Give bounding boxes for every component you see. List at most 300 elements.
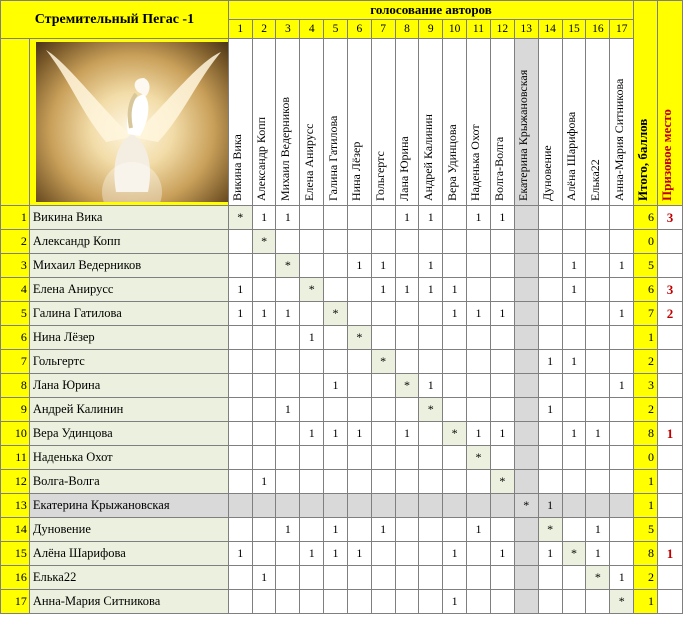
vote-cell [586,446,610,470]
vote-cell: 1 [562,254,586,278]
row-number: 7 [1,350,30,374]
vote-cell: 1 [252,302,276,326]
vote-cell [252,254,276,278]
col-number-3: 3 [276,20,300,39]
vote-cell [610,494,634,518]
vote-cell [467,254,491,278]
vote-cell [538,446,562,470]
row-total: 2 [634,350,658,374]
vote-cell: 1 [395,422,419,446]
vote-cell [419,566,443,590]
row-name: Лана Юрина [29,374,228,398]
vote-cell [443,374,467,398]
vote-cell [228,230,252,254]
vote-cell [443,470,467,494]
col-author-11: Наденька Охот [467,39,491,206]
vote-cell [324,590,348,614]
col-author-15: Алёна Шарифова [562,39,586,206]
vote-cell: 1 [395,278,419,302]
vote-cell [371,542,395,566]
vote-cell [419,350,443,374]
table-row [1,422,683,446]
vote-cell [252,542,276,566]
vote-cell [347,278,371,302]
vote-cell [347,446,371,470]
vote-cell [300,350,324,374]
vote-cell: 1 [347,422,371,446]
vote-cell: 1 [467,422,491,446]
vote-cell [371,470,395,494]
row-number: 6 [1,326,30,350]
vote-cell [586,206,610,230]
col-number-10: 10 [443,20,467,39]
vote-cell [324,278,348,302]
vote-cell: 1 [395,206,419,230]
vote-cell [467,494,491,518]
row-name: Наденька Охот [29,446,228,470]
row-name: Елена Анирусс [29,278,228,302]
table-row [1,278,683,302]
row-total: 1 [634,494,658,518]
vote-cell: 1 [467,518,491,542]
vote-cell [586,302,610,326]
vote-cell [228,374,252,398]
vote-cell [347,518,371,542]
vote-cell [610,470,634,494]
row-total: 1 [634,590,658,614]
vote-cell [276,374,300,398]
vote-cell [562,566,586,590]
vote-cell [252,350,276,374]
vote-cell: 1 [300,422,324,446]
vote-cell [276,590,300,614]
col-number-11: 11 [467,20,491,39]
vote-cell [467,350,491,374]
col-author-7: Гольгертс [371,39,395,206]
row-number: 4 [1,278,30,302]
vote-cell [371,326,395,350]
vote-cell [300,302,324,326]
col-author-13: Екатерина Крыжановская [514,39,538,206]
vote-cell [228,566,252,590]
vote-cell [228,470,252,494]
col-number-4: 4 [300,20,324,39]
vote-cell [586,254,610,278]
vote-cell [610,398,634,422]
vote-cell [395,398,419,422]
col-author-12: Волга-Волга [490,39,514,206]
col-number-16: 16 [586,20,610,39]
row-name: Екатерина Крыжановская [29,494,228,518]
vote-cell [538,566,562,590]
vote-cell [562,470,586,494]
row-name: Вера Удинцова [29,422,228,446]
row-place [658,590,683,614]
row-name: Гольгертс [29,350,228,374]
vote-cell [228,254,252,278]
row-place [658,446,683,470]
row-name: Анна-Мария Ситникова [29,590,228,614]
table-row [1,326,683,350]
vote-cell [347,566,371,590]
row-total: 8 [634,422,658,446]
vote-cell: * [371,350,395,374]
vote-cell: * [395,374,419,398]
vote-cell [228,326,252,350]
row-name: Волга-Волга [29,470,228,494]
vote-cell [562,494,586,518]
col-author-16: Елька22 [586,39,610,206]
vote-cell [562,518,586,542]
row-number: 3 [1,254,30,278]
vote-cell: * [276,254,300,278]
table-row [1,350,683,374]
vote-cell [610,446,634,470]
vote-cell [419,590,443,614]
vote-cell: 1 [443,542,467,566]
row-place [658,374,683,398]
col-number-6: 6 [347,20,371,39]
row-place: 3 [658,206,683,230]
vote-cell [276,230,300,254]
vote-cell [514,422,538,446]
vote-cell [538,470,562,494]
vote-cell [490,374,514,398]
vote-cell: 1 [228,302,252,326]
row-total: 3 [634,374,658,398]
vote-cell: * [586,566,610,590]
vote-cell [586,590,610,614]
vote-cell [419,542,443,566]
row-number: 9 [1,398,30,422]
vote-cell [514,278,538,302]
col-number-2: 2 [252,20,276,39]
row-number: 10 [1,422,30,446]
vote-cell [395,350,419,374]
vote-cell [252,494,276,518]
vote-cell [300,566,324,590]
table-row [1,590,683,614]
header-blank [1,39,30,206]
vote-cell [276,278,300,302]
vote-cell [514,518,538,542]
vote-cell [252,422,276,446]
vote-cell [300,470,324,494]
vote-cell: 1 [276,206,300,230]
vote-cell [443,350,467,374]
table-row [1,374,683,398]
vote-cell [395,590,419,614]
col-number-15: 15 [562,20,586,39]
row-total: 2 [634,398,658,422]
col-number-1: 1 [228,20,252,39]
vote-cell [514,374,538,398]
col-number-14: 14 [538,20,562,39]
vote-cell: 1 [276,518,300,542]
vote-cell: 1 [443,590,467,614]
vote-cell [514,590,538,614]
vote-cell [324,566,348,590]
vote-cell [610,206,634,230]
vote-cell [347,350,371,374]
vote-cell: 1 [276,398,300,422]
vote-cell [586,230,610,254]
vote-cell [514,398,538,422]
row-total: 7 [634,302,658,326]
vote-cell: * [467,446,491,470]
vote-cell: 1 [610,374,634,398]
vote-cell [395,230,419,254]
vote-cell [371,590,395,614]
row-number: 12 [1,470,30,494]
vote-cell [610,326,634,350]
vote-cell [490,494,514,518]
vote-cell [276,566,300,590]
vote-cell [586,374,610,398]
vote-cell: 1 [252,206,276,230]
vote-cell [300,518,324,542]
vote-cell [347,374,371,398]
vote-cell [276,350,300,374]
row-total: 1 [634,326,658,350]
vote-cell [324,398,348,422]
vote-cell [586,494,610,518]
vote-cell [300,398,324,422]
vote-cell [538,302,562,326]
vote-cell [252,326,276,350]
vote-cell [228,398,252,422]
vote-cell [347,494,371,518]
vote-cell: 1 [371,518,395,542]
col-author-10: Вера Удинцова [443,39,467,206]
vote-cell [610,278,634,302]
vote-cell [371,302,395,326]
vote-cell: 1 [490,302,514,326]
col-number-12: 12 [490,20,514,39]
row-total: 0 [634,230,658,254]
row-total: 1 [634,470,658,494]
vote-cell [371,398,395,422]
vote-cell: 1 [610,302,634,326]
vote-cell [562,398,586,422]
table-title: Стремительный Пегас -1 [1,1,229,39]
vote-cell: 1 [252,566,276,590]
row-number: 2 [1,230,30,254]
col-author-8: Лана Юрина [395,39,419,206]
vote-cell [538,326,562,350]
col-number-13: 13 [514,20,538,39]
vote-cell: 1 [252,470,276,494]
vote-cell: * [300,278,324,302]
vote-cell [252,278,276,302]
vote-cell [538,278,562,302]
vote-cell: 1 [586,422,610,446]
vote-cell [419,326,443,350]
vote-cell [443,254,467,278]
vote-cell: 1 [419,254,443,278]
vote-cell [300,590,324,614]
vote-cell [586,470,610,494]
row-name: Елька22 [29,566,228,590]
vote-cell [610,350,634,374]
vote-cell: * [514,494,538,518]
row-number: 17 [1,590,30,614]
vote-cell [538,422,562,446]
vote-cell [300,206,324,230]
vote-cell [514,206,538,230]
row-name: Александр Копп [29,230,228,254]
vote-cell [538,374,562,398]
vote-cell [514,566,538,590]
vote-cell: 1 [228,542,252,566]
row-total: 0 [634,446,658,470]
vote-cell: 1 [443,278,467,302]
table-row [1,302,683,326]
vote-cell: 1 [562,350,586,374]
vote-cell: 1 [443,302,467,326]
row-place: 3 [658,278,683,302]
row-place [658,518,683,542]
vote-cell [347,470,371,494]
col-number-8: 8 [395,20,419,39]
image-cell [29,39,228,206]
vote-cell: 1 [610,566,634,590]
vote-cell [395,254,419,278]
col-number-7: 7 [371,20,395,39]
vote-cell [300,494,324,518]
vote-cell [228,350,252,374]
vote-cell [395,542,419,566]
vote-cell [562,374,586,398]
vote-cell [467,542,491,566]
vote-cell [467,470,491,494]
vote-cell [514,446,538,470]
vote-cell [562,302,586,326]
row-name: Алёна Шарифова [29,542,228,566]
vote-cell [467,326,491,350]
vote-cell [538,254,562,278]
col-author-14: Дуновение [538,39,562,206]
vote-cell [514,350,538,374]
vote-cell: * [562,542,586,566]
vote-cell [586,278,610,302]
vote-cell [562,230,586,254]
vote-cell: 1 [490,542,514,566]
vote-cell [371,230,395,254]
col-author-2: Александр Копп [252,39,276,206]
vote-cell [586,350,610,374]
total-header: Итого, баллов [634,1,658,206]
vote-cell: 1 [419,278,443,302]
vote-cell [395,470,419,494]
vote-cell [467,230,491,254]
vote-cell [419,446,443,470]
vote-cell: 1 [586,542,610,566]
place-header: Призовое место [658,1,683,206]
table-row [1,398,683,422]
vote-cell [467,590,491,614]
row-number: 14 [1,518,30,542]
vote-cell [562,446,586,470]
vote-cell [324,326,348,350]
row-total: 5 [634,254,658,278]
vote-cell [490,398,514,422]
vote-cell [490,446,514,470]
vote-cell: 1 [419,374,443,398]
row-place [658,254,683,278]
vote-cell [443,566,467,590]
vote-cell [467,398,491,422]
vote-cell [252,590,276,614]
table-row [1,470,683,494]
vote-cell [371,494,395,518]
pegasus-image [36,42,228,202]
vote-cell [276,422,300,446]
vote-cell [490,518,514,542]
vote-cell: 1 [538,350,562,374]
vote-cell: * [419,398,443,422]
vote-cell [228,422,252,446]
vote-cell [395,326,419,350]
vote-cell [562,590,586,614]
row-place [658,494,683,518]
table-row [1,206,683,230]
row-place: 1 [658,422,683,446]
vote-cell [443,446,467,470]
vote-cell [300,374,324,398]
row-place: 1 [658,542,683,566]
vote-cell [324,470,348,494]
vote-cell [586,398,610,422]
vote-cell: 1 [610,254,634,278]
vote-cell [490,278,514,302]
vote-cell [347,590,371,614]
vote-cell [443,518,467,542]
vote-cell [538,206,562,230]
col-author-9: Андрей Калинин [419,39,443,206]
vote-cell [324,350,348,374]
vote-cell: * [490,470,514,494]
vote-cell [514,302,538,326]
vote-cell [610,422,634,446]
vote-cell [514,326,538,350]
vote-cell: 1 [324,518,348,542]
vote-cell [276,494,300,518]
vote-cell: * [443,422,467,446]
vote-cell [419,518,443,542]
table-row [1,494,683,518]
row-name: Нина Лёзер [29,326,228,350]
row-place [658,398,683,422]
vote-cell [610,518,634,542]
vote-cell: 1 [371,254,395,278]
vote-cell [276,542,300,566]
vote-cell [610,542,634,566]
vote-cell: 1 [538,398,562,422]
vote-cell: 1 [467,302,491,326]
table-row [1,566,683,590]
vote-cell: 1 [324,374,348,398]
vote-cell [395,446,419,470]
vote-cell [562,326,586,350]
vote-cell: 1 [538,542,562,566]
vote-cell [419,230,443,254]
vote-cell: 1 [419,206,443,230]
vote-cell: 1 [562,422,586,446]
vote-cell [395,566,419,590]
vote-cell [443,326,467,350]
vote-cell [467,278,491,302]
